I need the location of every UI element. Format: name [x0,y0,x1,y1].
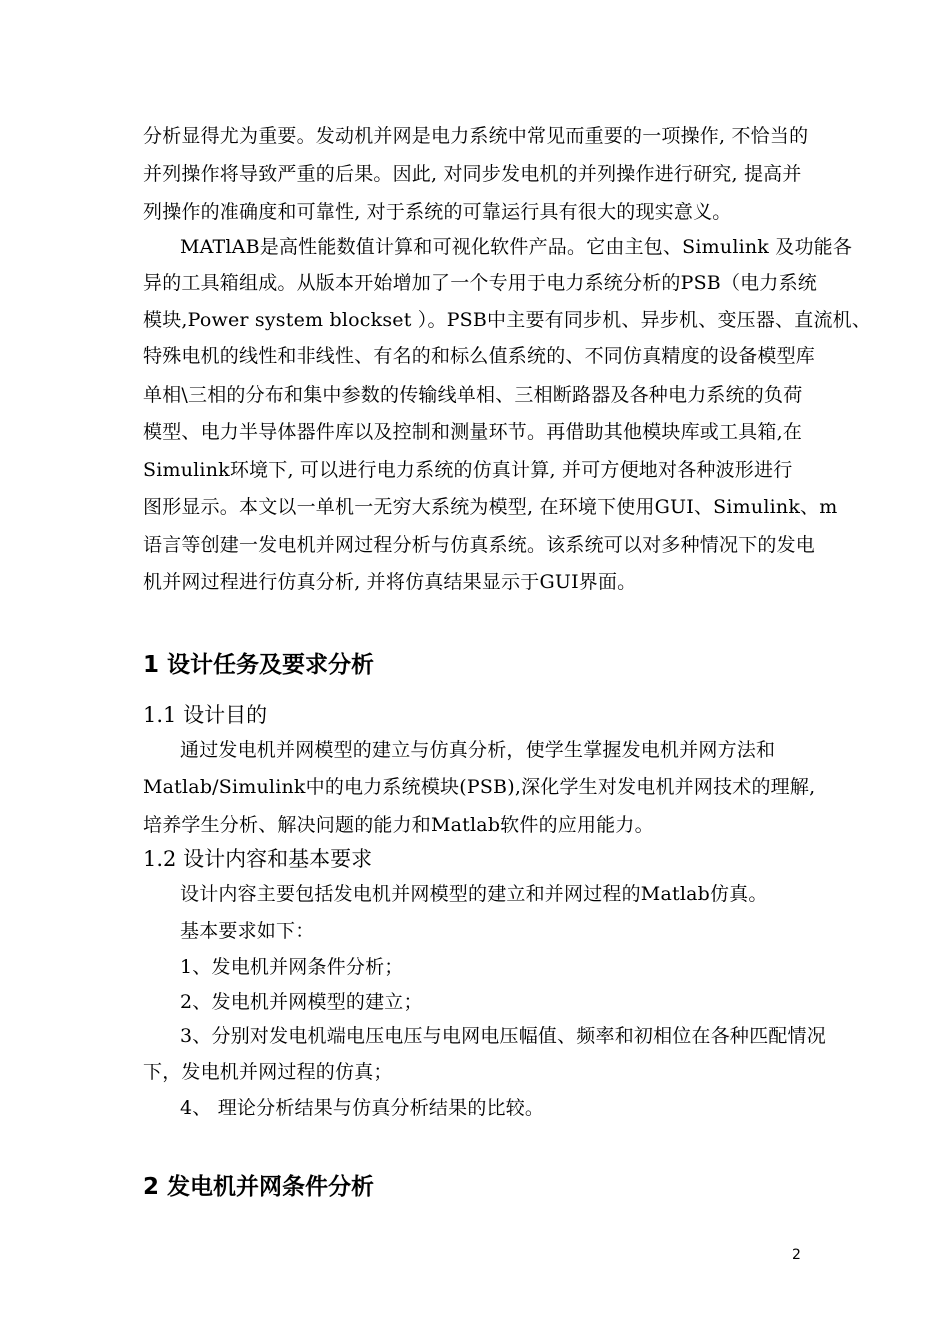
section-1-1-line-3: 培养学生分析、解决问题的能力和Matlab软件的应用能力。 [143,814,654,836]
requirement-item-4: 4、 理论分析结果与仿真分析结果的比较。 [180,1097,545,1119]
intro-line-11: 图形显示。本文以一单机一无穷大系统为模型, 在环境下使用GUI、Simulink、m [143,496,838,518]
intro-line-3: 列操作的准确度和可靠性, 对于系统的可靠运行具有很大的现实意义。 [143,201,732,223]
intro-line-9: 模型、电力半导体器件库以及控制和测量环节。再借助其他模块库或工具箱,在 [143,421,803,443]
section-1-2-title: 1.2 设计内容和基本要求 [143,847,373,871]
section-1-1-title: 1.1 设计目的 [143,703,268,727]
requirement-item-1: 1、发电机并网条件分析； [180,956,404,978]
intro-line-12: 语言等创建一发电机并网过程分析与仿真系统。该系统可以对多种情况下的发电 [143,534,816,556]
section-1-heading: 1 设计任务及要求分析 [143,652,375,678]
intro-line-10: Simulink环境下, 可以进行电力系统的仿真计算, 并可方便地对各种波形进行 [143,459,793,481]
section-2-heading: 2 发电机并网条件分析 [143,1174,375,1200]
section-1-2-line-1: 设计内容主要包括发电机并网模型的建立和并网过程的Matlab仿真。 [180,883,768,905]
requirement-item-2: 2、发电机并网模型的建立； [180,991,423,1013]
intro-line-6: 模块,Power system blockset ）。PSB中主要有同步机、异步机、变压器、直流机、 [143,309,872,331]
intro-line-13: 机并网过程进行仿真分析, 并将仿真结果显示于GUI界面。 [143,571,637,593]
section-1-1-line-1: 通过发电机并网模型的建立与仿真分析，使学生掌握发电机并网方法和 [180,739,776,761]
intro-line-7: 特殊电机的线性和非线性、有名的和标么值系统的、不同仿真精度的设备模型库 [143,345,816,367]
intro-line-1: 分析显得尤为重要。发动机并网是电力系统中常见而重要的一项操作, 不恰当的 [143,125,809,147]
intro-line-8: 单相\三相的分布和集中参数的传输线单相、三相断路器及各种电力系统的负荷 [143,384,803,406]
intro-line-5: 异的工具箱组成。从版本开始增加了一个专用于电力系统分析的PSB（电力系统 [143,272,817,294]
section-1-1-line-2: Matlab/Simulink中的电力系统模块(PSB),深化学生对发电机并网技术的理解, [143,776,816,798]
requirement-item-3: 3、分别对发电机端电压电压与电网电压幅值、频率和初相位在各种匹配情况 [180,1025,826,1047]
requirement-item-3-cont: 下，发电机并网过程的仿真； [143,1061,393,1083]
intro-line-4: MATlAB是高性能数值计算和可视化软件产品。它由主包、Simulink 及功能各 [180,236,853,258]
section-1-2-line-2: 基本要求如下： [180,920,315,942]
intro-line-2: 并列操作将导致严重的后果。因此, 对同步发电机的并列操作进行研究, 提高并 [143,163,802,185]
page-number: 2 [792,1247,801,1263]
